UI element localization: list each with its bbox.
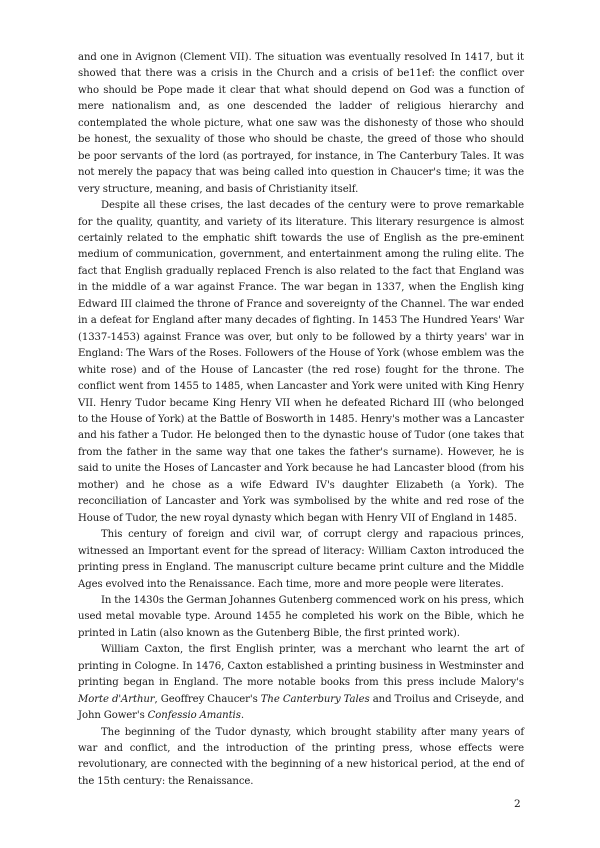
text-segment: and Troilus and Criseyde, and John Gower's — [78, 693, 525, 722]
document-page — [78, 50, 524, 790]
text-segment: , Geoffrey Chaucer's — [154, 693, 261, 705]
page-number: 2 — [514, 798, 521, 810]
paragraph — [78, 593, 524, 642]
text-segment: The beginning of the Tudor dynasty, which brought stability after many years of war and conflict, and the introduction of the printing press, whose effects were revolutionary, are connected with the beginning of a new historical period, at the end of the 15th century: the Renaissance. — [78, 726, 524, 787]
text-segment: William Caxton, the first English printer, was a merchant who learnt the art of printing in Cologne. In 1476, Caxton established a printing business in Westminster and printing began in England. The more notable books from this press include Malory's — [78, 644, 524, 689]
text-segment: This century of foreign and civil war, of corrupt clergy and rapacious princes, witnessed an Important event for the spread of literacy: William Caxton introduced the printing press in England. The manuscript culture became print culture and the Middle Ages evolved into the Renaissance. Each time, more and more people were literates. — [78, 529, 524, 590]
paragraph — [78, 50, 524, 198]
paragraph — [78, 527, 524, 593]
paragraph — [78, 642, 524, 724]
text-segment: Despite all these crises, the last decades of the century were to prove remarkable for the quality, quantity, and variety of its literature. This literary resurgence is almost certainly related to the emphatic shift towards the use of English as the pre-eminent medium of communication, government, and entertainment among the ruling elite. The fact that English gradually replaced French is also related to the fact that England was in the middle of a war against France. The war began in 1337, when the English king Edward III claimed the throne of France and sovereignty of the Channel. The war ended in a defeat for England after many decades of fighting. In 1453 The Hundred Years' War (1337-1453) against France was over, but only to be followed by a thirty years' war in England: The Wars of the Roses. Followers of the House of York (whose emblem was the white rose) and of the House of Lancaster (the red rose) fought for the throne. The conflict went from 1455 to 1485, when Lancaster and York were united with King Henry VII. Henry Tudor became King Henry VII when he defeated Richard III (who belonged to the House of York) at the Battle of Bosworth in 1485. Henry's mother was a Lancaster and his father a Tudor. He belonged then to the dynastic house of Tudor (one takes that from the father in the same way that one takes the father's surname). However, he is said to unite the Hoses of Lancaster and York because he had Lancaster blood (from his mother) and he chose as a wife Edward IV's daughter Elizabeth (a York). The reconciliation of Lancaster and York was symbolised by the white and red rose of the House of Tudor, the new royal dynasty which began with Henry VII of England in 1485. — [78, 200, 524, 524]
italic-title: Morte d'Arthur — [78, 693, 155, 705]
text-segment: and one in Avignon (Clement VII). The situation was eventually resolved In 1417, but it showed that there was a crisis in the Church and a crisis of be11ef: the conflict over who should be Pope made it clear that what should depend on God was a function of mere nationalism and, as one descended the ladder of religious hierarchy and contemplated the whole picture, what one saw was the dishonesty of those who should be honest, the sexuality of those who should be chaste, the greed of those who should be poor servants of the lord (as portrayed, for instance, in The Canterbury Tales. It was not merely the papacy that was being called into question in Chaucer's time; it was the very structure, meaning, and basis of Christianity itself. — [78, 52, 524, 195]
paragraph — [78, 725, 524, 791]
italic-title: Confessio Amantis — [147, 710, 241, 722]
text-segment: In the 1430s the German Johannes Gutenberg commenced work on his press, which used metal movable type. Around 1455 he completed his work on the Bible, which he printed in Latin (also known as the Gutenberg Bible, the first printed work). — [78, 594, 524, 639]
paragraph — [78, 198, 524, 527]
italic-title: The Canterbury Tales — [260, 693, 370, 705]
text-segment: . — [240, 710, 244, 722]
